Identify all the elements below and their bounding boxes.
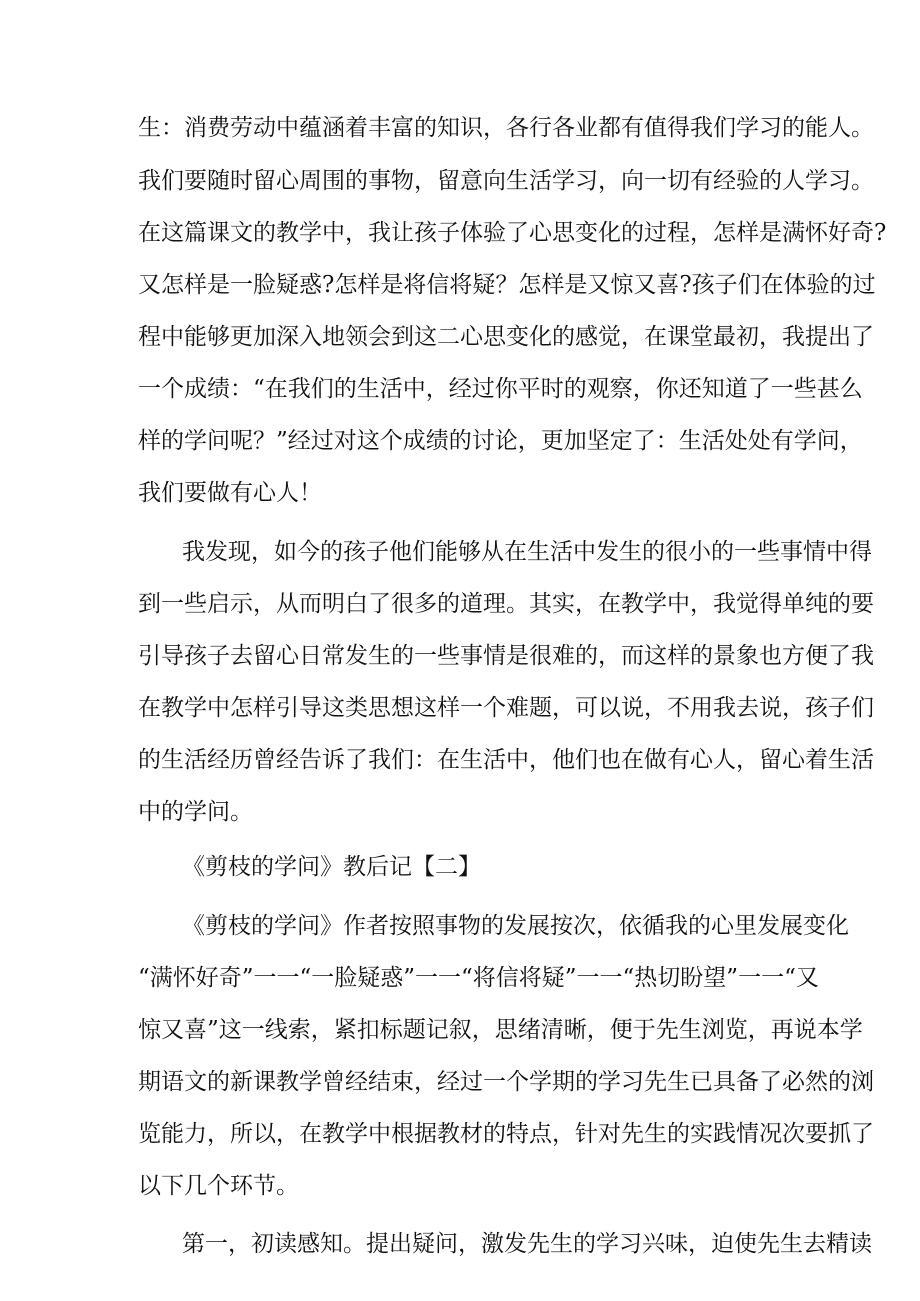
- paragraph-3-line-5: 览能力，所以，在教学中根据教材的特点，针对先生的实践情况次要抓了: [138, 1121, 874, 1147]
- paragraph-2-line-1: 我发现，如今的孩子他们能够从在生活中发生的很小的一些事情中得: [182, 539, 872, 565]
- section-heading: 《剪枝的学问》教后记【二】: [182, 854, 481, 880]
- paragraph-3-line-3: 惊又喜”这一线索，紧扣标题记叙，思绪清晰，便于先生浏览，再说本学: [138, 1017, 863, 1043]
- paragraph-1-line-7: 样的学问呢？”经过对这个成绩的讨论，更加坚定了：生活处处有学问，: [138, 428, 863, 454]
- paragraph-1-line-1: 生：消费劳动中蕴涵着丰富的知识，各行各业都有值得我们学习的能人。: [138, 115, 874, 141]
- paragraph-2-line-6: 中的学问。: [138, 799, 253, 825]
- paragraph-3-line-1: 《剪枝的学问》作者按照事物的发展按次，依循我的心里发展变化: [182, 913, 849, 939]
- paragraph-1-line-2: 我们要随时留心周围的事物，留意向生活学习，向一切有经验的人学习。: [138, 168, 874, 194]
- paragraph-3-line-6: 以下几个环节。: [138, 1173, 299, 1199]
- paragraph-4-line-1: 第一，初读感知。提出疑问，激发先生的学习兴味，迫使先生去精读: [182, 1231, 872, 1257]
- paragraph-1-line-4: 又怎样是一脸疑惑?怎样是将信将疑？怎样是又惊又喜?孩子们在体验的过: [138, 272, 876, 298]
- paragraph-2-line-4: 在教学中怎样引导这类思想这样一个难题，可以说，不用我去说，孩子们: [138, 695, 874, 721]
- paragraph-1-line-5: 程中能够更加深入地领会到这二心思变化的感觉，在课堂最初，我提出了: [138, 324, 874, 350]
- paragraph-2-line-2: 到一些启示，从而明白了很多的道理。其实，在教学中，我觉得单纯的要: [138, 591, 874, 617]
- paragraph-3-line-4: 期语文的新课教学曾经结束，经过一个学期的学习先生已具备了必然的浏: [138, 1069, 874, 1095]
- paragraph-1-line-8: 我们要做有心人！: [138, 480, 322, 506]
- paragraph-1-line-3: 在这篇课文的教学中，我让孩子体验了心思变化的过程，怎样是满怀好奇?: [138, 220, 887, 246]
- paragraph-2-line-5: 的生活经历曾经告诉了我们：在生活中，他们也在做有心人，留心着生活: [138, 747, 874, 773]
- paragraph-3-line-2: “满怀好奇”一一“一脸疑惑”一一“将信将疑”一一“热切盼望”一一“又: [138, 965, 819, 991]
- paragraph-1-line-6: 一个成绩：“在我们的生活中，经过你平时的观察，你还知道了一些甚么: [138, 376, 863, 402]
- paragraph-2-line-3: 引导孩子去留心日常发生的一些事情是很难的，而这样的景象也方便了我: [138, 643, 874, 669]
